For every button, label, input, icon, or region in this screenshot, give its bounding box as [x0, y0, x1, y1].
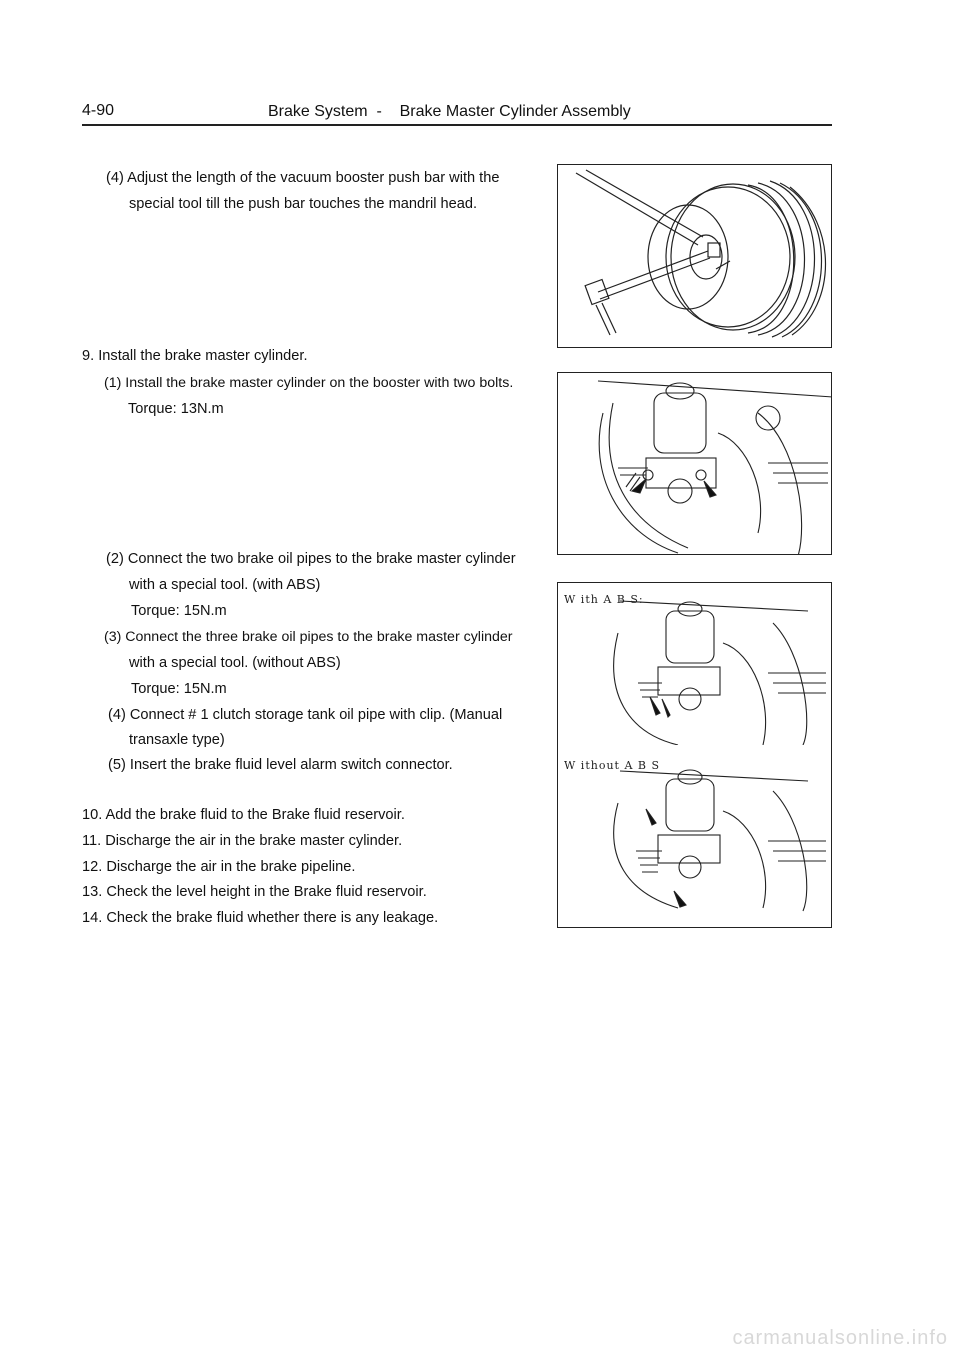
step-8-4-line-2: special tool till the push bar touches the mandril head. [129, 196, 478, 212]
step-8-4-line-1: (4) Adjust the length of the vacuum booster push bar with the [106, 170, 500, 186]
step-9-3-line-1: (3) Connect the three brake oil pipes to the brake master cylinder [104, 629, 513, 645]
watermark: carmanualsonline.info [732, 1327, 948, 1349]
step-9-2-line-2: with a special tool. (with ABS) [129, 577, 321, 593]
step-9-2-line-1: (2) Connect the two brake oil pipes to the brake master cylinder [106, 551, 516, 567]
step-14: 14. Check the brake fluid whether there is any leakage. [82, 910, 439, 926]
step-10: 10. Add the brake fluid to the Brake fluid reservoir. [82, 807, 405, 823]
step-11: 11. Discharge the air in the brake master cylinder. [82, 833, 403, 849]
without-abs-label: W ithout A B S [564, 759, 661, 772]
page-number: 4-90 [82, 102, 115, 119]
step-9-3-torque: Torque: 15N.m [131, 681, 227, 697]
header-title: Brake System - Brake Master Cylinder Assembly [268, 103, 631, 120]
step-9-4-line-1: (4) Connect # 1 clutch storage tank oil pipe with clip. (Manual [108, 707, 503, 723]
figure-brake-pipes-abs [557, 582, 832, 928]
step-9-5-line: (5) Insert the brake fluid level alarm switch connector. [108, 757, 453, 773]
with-abs-label: W ith A B S: [564, 593, 644, 606]
step-9-heading: 9. Install the brake master cylinder. [82, 348, 308, 364]
step-9-3-line-2: with a special tool. (without ABS) [129, 655, 341, 671]
figure-booster-push-bar [557, 164, 832, 348]
step-9-1-line-1: (1) Install the brake master cylinder on the booster with two bolts. [104, 375, 514, 391]
step-9-4-line-2: transaxle type) [129, 732, 225, 748]
step-9-1-torque: Torque: 13N.m [128, 401, 224, 417]
step-12: 12. Discharge the air in the brake pipeline. [82, 859, 356, 875]
step-13: 13. Check the level height in the Brake fluid reservoir. [82, 884, 427, 900]
step-9-2-torque: Torque: 15N.m [131, 603, 227, 619]
figure-master-cylinder-bolts [557, 372, 832, 555]
header-rule [82, 124, 832, 126]
